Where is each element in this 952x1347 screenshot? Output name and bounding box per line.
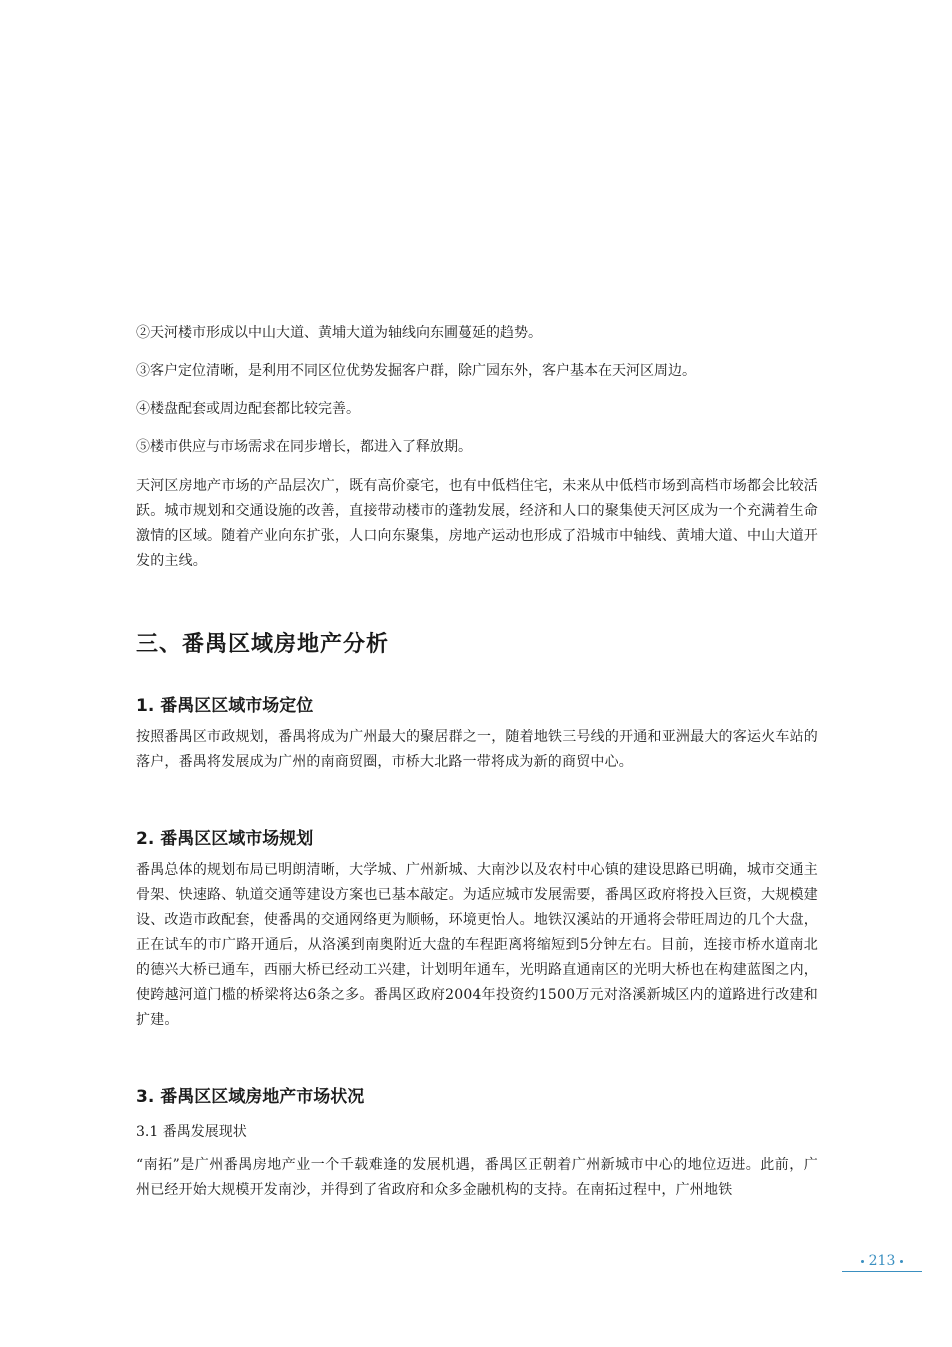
page-number — [842, 1252, 922, 1272]
subsection-text-3: “南拓”是广州番禺房地产业一个千载难逢的发展机遇，番禺区正朝着广州新城市中心的地位迈进。此前，广州已经开始大规模开发南沙，并得到了省政府和众多金融机构的支持。在南拓过程中，广州地铁 — [136, 1157, 818, 1198]
list-item: ④楼盘配套或周边配套都比较完善。 — [136, 401, 360, 417]
minor-title: 3.1 番禺发展现状 — [136, 1124, 247, 1140]
dot-icon — [900, 1260, 903, 1263]
subsection-title-2: 2. 番禺区区域市场规划 — [136, 829, 314, 849]
subsection-text-2: 番禺总体的规划布局已明朗清晰，大学城、广州新城、大南沙以及农村中心镇的建设思路已明确，城市交通主骨架、快速路、轨道交通等建设方案也已基本敲定。为适应城市发展需要，番禺区政府将投入巨资，大规模建设、改造市政配套，使番禺的交通网络更为顺畅，环境更怡人。地铁汉溪站的开通将会带旺周边的几个大盘，正在试车的市广路开通后，从洛溪到南奥附近大盘的车程距离将缩短到5分钟左右。目前，连接市桥水道南北的德兴大桥已通车，西丽大桥已经动工兴建，计划明年通车，光明路直通南区的光明大桥也在构建蓝图之内，使跨越河道门槛的桥梁将达6条之多。番禺区政府2004年投资约1500万元对洛溪新城区内的道路进行改建和扩建。 — [136, 862, 818, 1028]
list-item: ③客户定位清晰，是利用不同区位优势发掘客户群，除广园东外，客户基本在天河区周边。 — [136, 363, 696, 379]
list-item: ②天河楼市形成以中山大道、黄埔大道为轴线向东圃蔓延的趋势。 — [136, 325, 542, 341]
subsection-text-1: 按照番禺区市政规划，番禺将成为广州最大的聚居群之一，随着地铁三号线的开通和亚洲最大的客运火车站的落户，番禺将发展成为广州的南商贸圈，市桥大北路一带将成为新的商贸中心。 — [136, 729, 818, 770]
dot-icon — [861, 1260, 864, 1263]
page-content — [136, 322, 818, 1203]
summary-paragraph: 天河区房地产市场的产品层次广，既有高价豪宅，也有中低档住宅，未来从中低档市场到高档市场都会比较活跃。城市规划和交通设施的改善，直接带动楼市的蓬勃发展，经济和人口的聚集使天河区成为一个充满着生命激情的区域。随着产业向东扩张，人口向东聚集，房地产运动也形成了沿城市中轴线、黄埔大道、中山大道开发的主线。 — [136, 478, 818, 569]
list-item: ⑤楼市供应与市场需求在同步增长，都进入了释放期。 — [136, 439, 472, 455]
subsection-title-3: 3. 番禺区区域房地产市场状况 — [136, 1087, 365, 1107]
subsection-title-1: 1. 番禺区区域市场定位 — [136, 696, 314, 716]
section-title: 三、番禺区域房地产分析 — [136, 632, 390, 657]
page-number-text: 213 — [868, 1253, 896, 1269]
